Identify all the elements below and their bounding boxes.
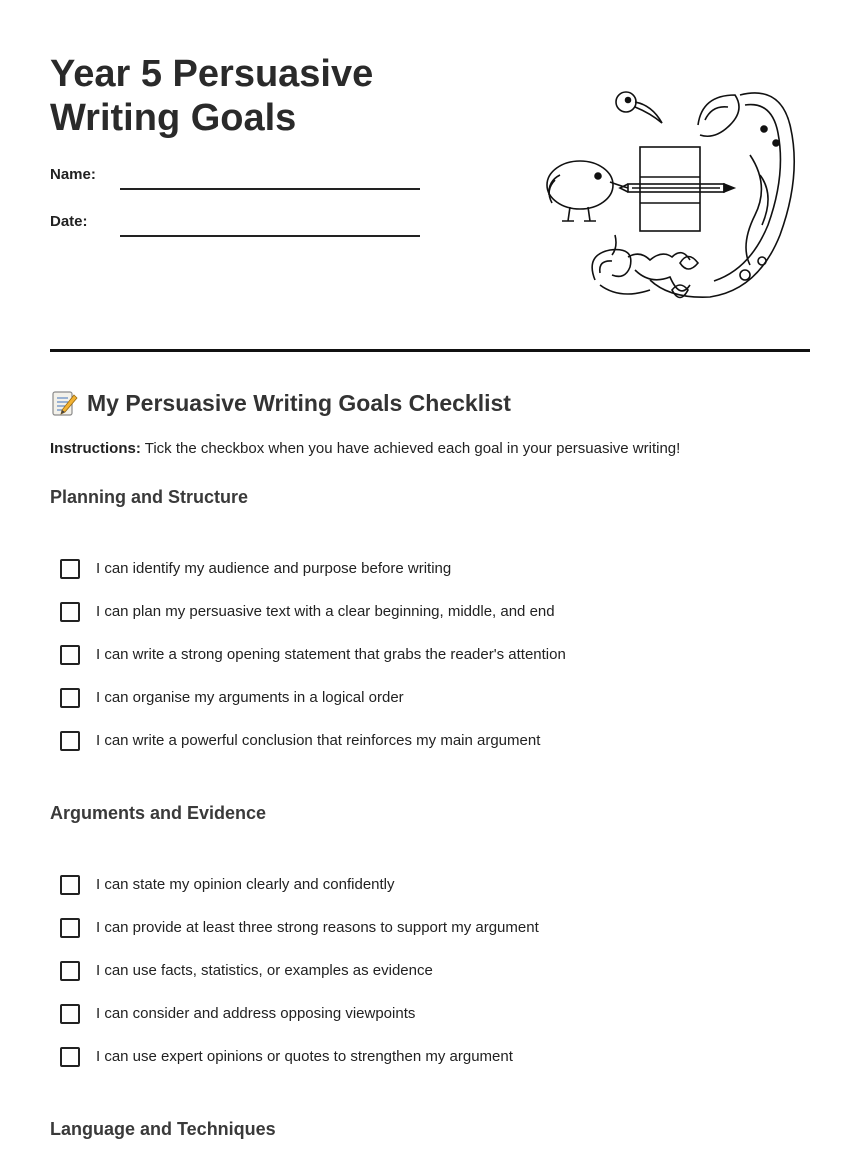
memo-icon: [50, 389, 78, 417]
goal-checkbox[interactable]: [60, 961, 80, 981]
kiwi-bird-icon: [547, 161, 628, 221]
goal-item: [60, 992, 539, 1035]
name-label: Name:: [50, 166, 96, 183]
koru-fern-icon: [650, 93, 794, 297]
title-line-1: Year 5 Persuasive: [50, 53, 374, 95]
section-title-language: Language and Techniques: [50, 1119, 276, 1139]
goal-text: I can write a strong opening statement that grabs the reader's attention: [96, 646, 566, 663]
pencil-icon: [620, 184, 734, 192]
name-input-line[interactable]: [120, 188, 420, 190]
header-divider: [50, 349, 810, 352]
date-input-line[interactable]: [120, 235, 420, 237]
goal-checkbox[interactable]: [60, 875, 80, 895]
section-title-arguments: Arguments and Evidence: [50, 803, 267, 823]
goal-text: I can write a powerful conclusion that reinforces my main argument: [96, 732, 541, 749]
goal-item: [60, 676, 566, 719]
goal-checkbox[interactable]: [60, 918, 80, 938]
goal-item: [60, 633, 566, 676]
goal-text: I can organise my arguments in a logical order: [96, 689, 404, 706]
checklist-title-text: My Persuasive Writing Goals Checklist: [87, 390, 511, 416]
goal-item: [60, 906, 539, 949]
arguments-goal-list: [60, 863, 539, 1078]
goal-checkbox[interactable]: [60, 1047, 80, 1067]
small-bird-icon: [616, 92, 662, 123]
goal-checkbox[interactable]: [60, 559, 80, 579]
goal-item: [60, 863, 539, 906]
goal-item: [60, 547, 566, 590]
checklist-title: [50, 386, 511, 420]
date-field: [50, 207, 420, 237]
goal-checkbox[interactable]: [60, 602, 80, 622]
goal-checkbox[interactable]: [60, 1004, 80, 1024]
title-line-2: Writing Goals: [50, 97, 297, 139]
goal-text: I can use expert opinions or quotes to strengthen my argument: [96, 1048, 513, 1065]
paper-icon: [640, 147, 700, 231]
goal-text: I can use facts, statistics, or examples as evidence: [96, 962, 433, 979]
worksheet-page: [50, 0, 810, 1161]
goal-text: I can state my opinion clearly and confidently: [96, 876, 395, 893]
koru-wave-icon: [592, 235, 698, 298]
instructions: [50, 440, 680, 457]
instructions-label: Instructions:: [50, 440, 141, 457]
kiwi-koru-illustration: [540, 85, 800, 315]
planning-goal-list: [60, 547, 566, 762]
goal-item: [60, 590, 566, 633]
page-title: [50, 52, 470, 140]
worksheet-header: [50, 0, 810, 352]
goal-text: I can provide at least three strong reasons to support my argument: [96, 919, 539, 936]
instructions-text: Tick the checkbox when you have achieved each goal in your persuasive writing!: [140, 440, 681, 457]
goal-text: I can consider and address opposing viewpoints: [96, 1005, 416, 1022]
goal-text: I can identify my audience and purpose before writing: [96, 560, 452, 577]
section-title-planning: Planning and Structure: [50, 487, 249, 507]
goal-checkbox[interactable]: [60, 645, 80, 665]
goal-checkbox[interactable]: [60, 688, 80, 708]
goal-item: [60, 719, 566, 762]
name-field: [50, 160, 420, 190]
goal-checkbox[interactable]: [60, 731, 80, 751]
goal-item: [60, 1035, 539, 1078]
goal-item: [60, 949, 539, 992]
date-label: Date:: [50, 213, 88, 230]
goal-text: I can plan my persuasive text with a clear beginning, middle, and end: [96, 603, 555, 620]
